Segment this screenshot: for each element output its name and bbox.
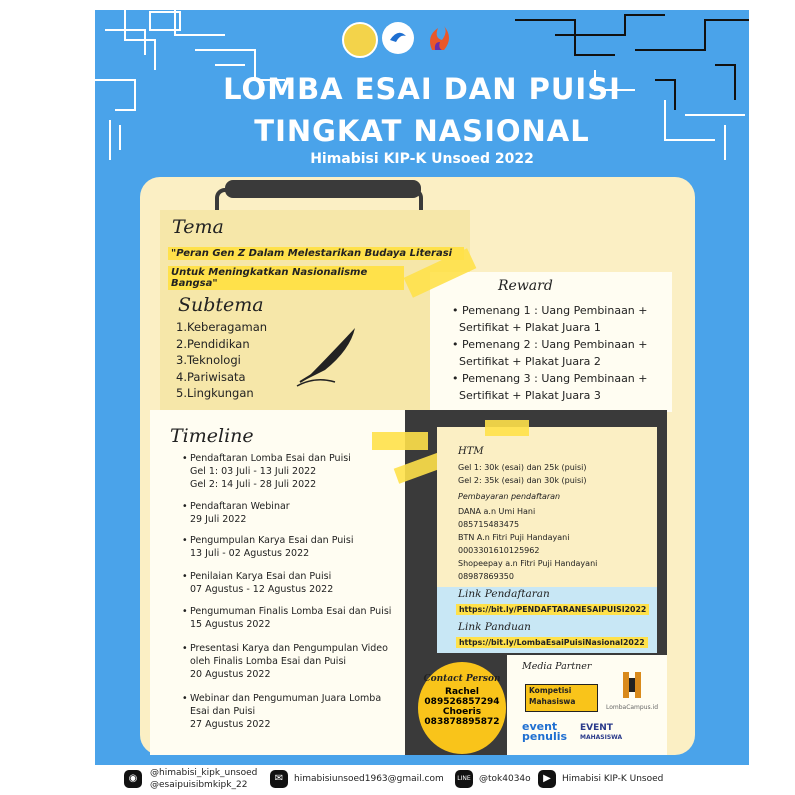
timeline-item: • Pengumpulan Karya Esai dan Puisi 13 Juli - 02 Agustus 2022 (182, 535, 354, 559)
subtema-item: 5.Lingkungan (176, 386, 254, 400)
timeline-item: • Pendaftaran Webinar 29 Juli 2022 (182, 501, 290, 525)
email-icon: ✉ (270, 770, 288, 788)
timeline-item: • Presentasi Karya dan Pengumpulan Video oleh Finalis Lomba Esai dan Puisi 20 Agustus 2022 (182, 643, 388, 680)
lombacampus-logo-icon (618, 670, 646, 700)
contact-name-1: Rachel (445, 687, 479, 697)
partner-event-penulis: event penulis (522, 720, 568, 743)
subtema-item: 3.Teknologi (176, 353, 241, 367)
payment-dana: DANA a.n Umi Hani (458, 507, 536, 516)
link-pendaftaran-heading: Link Pendaftaran (458, 588, 550, 600)
contact-phone-1: 089526857294 (424, 697, 500, 707)
line-id[interactable]: @tok4034o (479, 774, 531, 784)
timeline-item: • Pengumuman Finalis Lomba Esai dan Puisi 15 Agustus 2022 (182, 606, 392, 630)
tape-decoration (372, 432, 428, 450)
quill-pen-icon (295, 320, 370, 390)
contact-phone-2: 083878895872 (424, 717, 500, 727)
link-panduan-heading: Link Panduan (458, 621, 531, 633)
reward-item: • Pemenang 2 : Uang Pembinaan + Sertifikat + Plakat Juara 2 (452, 338, 648, 368)
instagram-handle-2[interactable]: @esaipuisibmkipk_22 (150, 780, 248, 790)
reward-list (452, 303, 648, 405)
contact-name-2: Choeris (442, 707, 482, 717)
reward-heading: Reward (498, 278, 553, 294)
subtitle: Himabisi KIP-K Unsoed 2022 (310, 151, 534, 167)
link-pendaftaran[interactable]: https://bit.ly/PENDAFTARANESAIPUISI2022 (456, 604, 649, 615)
youtube-icon: ▶ (538, 770, 556, 788)
payment-shopee: Shopeepay a.n Fitri Puji Handayani (458, 559, 598, 568)
partner-lombacampus: LombaCampus.id (600, 670, 664, 714)
footer (110, 765, 750, 795)
htm-gel2: Gel 2: 35k (esai) dan 30k (puisi) (458, 476, 587, 485)
tape-decoration (485, 420, 529, 436)
subtema-item: 1.Keberagaman (176, 320, 268, 334)
main-title-line1: LOMBA ESAI DAN PUISI (223, 72, 621, 106)
payment-dana-number: 085715483475 (458, 520, 520, 529)
email-address[interactable]: himabisiunsoed1963@gmail.com (294, 774, 444, 784)
payment-btn: BTN A.n Fitri Puji Handayani (458, 533, 570, 542)
reward-item: • Pemenang 1 : Uang Pembinaan + Sertifikat + Plakat Juara 1 (452, 304, 648, 334)
payment-heading: Pembayaran pendaftaran (458, 492, 561, 501)
instagram-icon: ◉ (124, 770, 142, 788)
htm-heading: HTM (458, 446, 484, 457)
youtube-channel[interactable]: Himabisi KIP-K Unsoed (562, 774, 664, 784)
subtema-item: 4.Pariwisata (176, 369, 246, 384)
partner-kompetisi-mahasiswa: Kompetisi Mahasiswa (525, 684, 598, 712)
himabisi-logo (422, 22, 454, 54)
kipk-logo (382, 22, 414, 54)
payment-btn-number: 0003301610125962 (458, 546, 540, 555)
line-icon: LINE (455, 770, 473, 788)
timeline-item: • Webinar dan Pengumuman Juara Lomba Esai dan Puisi 27 Agustus 2022 (182, 693, 382, 730)
timeline-item: • Penilaian Karya Esai dan Puisi 07 Agustus - 12 Agustus 2022 (182, 571, 334, 595)
subtema-list (176, 319, 267, 402)
htm-gel1: Gel 1: 30k (esai) dan 25k (puisi) (458, 463, 587, 472)
payment-shopee-number: 08987869350 (458, 572, 514, 581)
subtema-item: 2.Pendidikan (176, 336, 250, 351)
instagram-handle-1[interactable]: @himabisi_kipk_unsoed (150, 768, 258, 778)
main-title-line2: TINGKAT NASIONAL (254, 114, 590, 148)
reward-item: • Pemenang 3 : Uang Pembinaan + Sertifikat + Plakat Juara 3 (452, 372, 648, 402)
contact-person-badge (418, 662, 506, 754)
tema-heading: Tema (172, 216, 224, 238)
media-partner-heading: Media Partner (522, 661, 592, 672)
tema-text-line1: "Peran Gen Z Dalam Melestarikan Budaya Literasi (168, 247, 464, 260)
contact-heading: Contact Person (423, 674, 501, 684)
partner-event-mahasiswa: EVENT MAHASISWA (580, 723, 623, 741)
tema-text-line2: Untuk Meningkatkan Nasionalisme Bangsa" (168, 266, 404, 290)
timeline-item: • Pendaftaran Lomba Esai dan Puisi Gel 1: 03 Juli - 13 Juli 2022 Gel 2: 14 Juli - 28 Juli 2022 (182, 453, 351, 490)
subtema-heading: Subtema (178, 294, 264, 316)
link-panduan[interactable]: https://bit.ly/LombaEsaiPuisiNasional2022 (456, 637, 648, 648)
timeline-heading: Timeline (170, 425, 254, 447)
university-logo (342, 22, 378, 58)
